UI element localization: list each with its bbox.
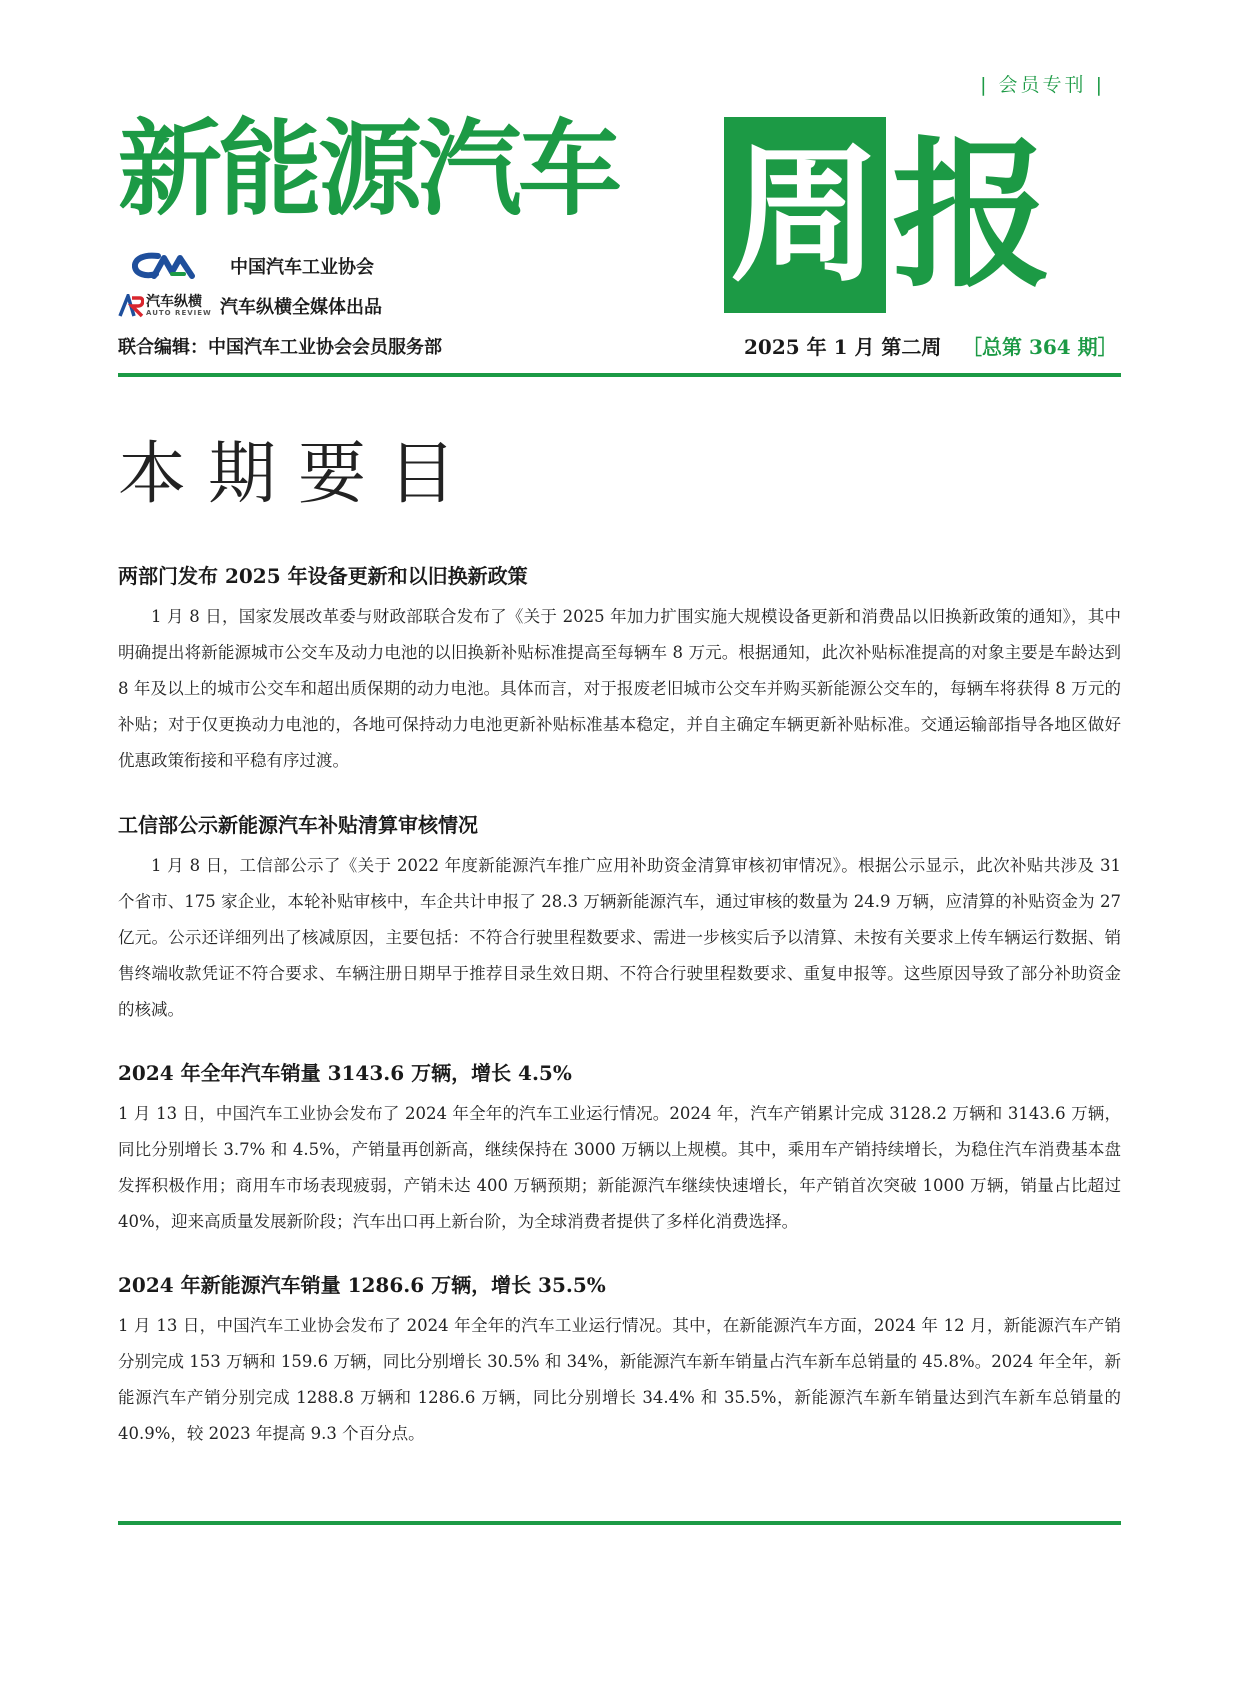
caam-logo-icon	[118, 250, 216, 282]
org-row-auto-review	[118, 290, 382, 322]
article-title: 工信部公示新能源汽车补贴清算审核情况	[118, 813, 478, 837]
footer-divider	[118, 1521, 1121, 1525]
article-body: 1 月 8 日，国家发展改革委与财政部联合发布了《关于 2025 年加力扩围实施大规模设备更新和消费品以旧换新政策的通知》，其中明确提出将新能源城市公交车及动力电池的以旧换新补贴标准提高至每辆车 8 万元。根据通知，此次补贴标准提高的对象主要是车龄达到 8 年及以上的城市公交车和超出质保期的动力电池。具体而言，对于报废老旧城市公交车并购买新能源公交车的，每辆车将获得 8 万元的补贴；对于仅更换动力电池的，各地可保持动力电池更新补贴标准基本稳定，并自主确定车辆更新补贴标准。交通运输部指导各地区做好优惠政策衔接和平稳有序过渡。	[118, 607, 1121, 770]
weekly-title-bao: 报	[892, 121, 1053, 309]
issue-number: ［总第 364 期］	[962, 335, 1118, 359]
org-row-caam	[118, 250, 374, 282]
article-body: 1 月 13 日，中国汽车工业协会发布了 2024 年全年的汽车工业运行情况。2024 年，汽车产销累计完成 3128.2 万辆和 3143.6 万辆，同比分别增长 3.7% 和 4.5%，产销量再创新高，继续保持在 3000 万辆以上规模。其中，乘用车产销持续增长，为稳住汽车消费基本盘发挥积极作用；商用车市场表现疲弱，产销未达 400 万辆预期；新能源汽车继续快速增长，年产销首次突破 1000 万辆，销量占比超过 40%，迎来高质量发展新阶段；汽车出口再上新台阶，为全球消费者提供了多样化消费选择。	[118, 1104, 1121, 1231]
article-title: 两部门发布 2025 年设备更新和以旧换新政策	[118, 564, 528, 588]
article-3	[118, 1060, 1121, 1240]
article-title: 2024 年全年汽车销量 3143.6 万辆，增长 4.5%	[118, 1061, 572, 1085]
auto-review-logo-icon	[118, 290, 216, 322]
article-2	[118, 812, 1121, 1028]
issue-date: 2025 年 1 月 第二周	[744, 335, 942, 359]
article-body: 1 月 13 日，中国汽车工业协会发布了 2024 年全年的汽车工业运行情况。其中，在新能源汽车方面，2024 年 12 月，新能源汽车产销分别完成 153 万辆和 159.6 万辆，同比分别增长 30.5% 和 34%，新能源汽车新车销量占汽车新车总销量的 45.8%。2024 年全年，新能源汽车产销分别完成 1288.8 万辆和 1286.6 万辆，同比分别增长 34.4% 和 35.5%，新能源汽车新车销量达到汽车新车总销量的 40.9%，较 2023 年提高 9.3 个百分点。	[118, 1316, 1121, 1443]
member-tag: | 会员专刊 |	[980, 74, 1105, 96]
masthead-title: 新能源汽车	[118, 108, 619, 230]
toc-title: 本期要目	[118, 435, 479, 514]
auto-review-logo-text: 汽车纵横	[146, 293, 202, 310]
org-auto-review-name: 汽车纵横全媒体出品	[220, 297, 382, 318]
header-divider	[118, 373, 1121, 377]
article-body: 1 月 8 日，工信部公示了《关于 2022 年度新能源汽车推广应用补助资金清算审核初审情况》。根据公示显示，此次补贴共涉及 31 个省市、175 家企业，本轮补贴审核中，车企共计申报了 28.3 万辆新能源汽车，通过审核的数量为 24.9 万辆，应清算的补贴资金为 27 亿元。公示还详细列出了核减原因，主要包括：不符合行驶里程数要求、需进一步核实后予以清算、未按有关要求上传车辆运行数据、销售终端收款凭证不符合要求、车辆注册日期早于推荐目录生效日期、不符合行驶里程数要求、重复申报等。这些原因导致了部分补助资金的核减。	[118, 856, 1121, 1019]
weekly-title-zhou: 周	[729, 127, 880, 303]
org-caam-name: 中国汽车工业协会	[230, 257, 374, 278]
joint-editor: 联合编辑：中国汽车工业协会会员服务部	[118, 337, 442, 358]
article-4	[118, 1272, 1121, 1452]
auto-review-logo-sub: AUTO REVIEW	[146, 308, 212, 317]
article-title: 2024 年新能源汽车销量 1286.6 万辆，增长 35.5%	[118, 1273, 606, 1297]
article-1	[118, 563, 1121, 779]
